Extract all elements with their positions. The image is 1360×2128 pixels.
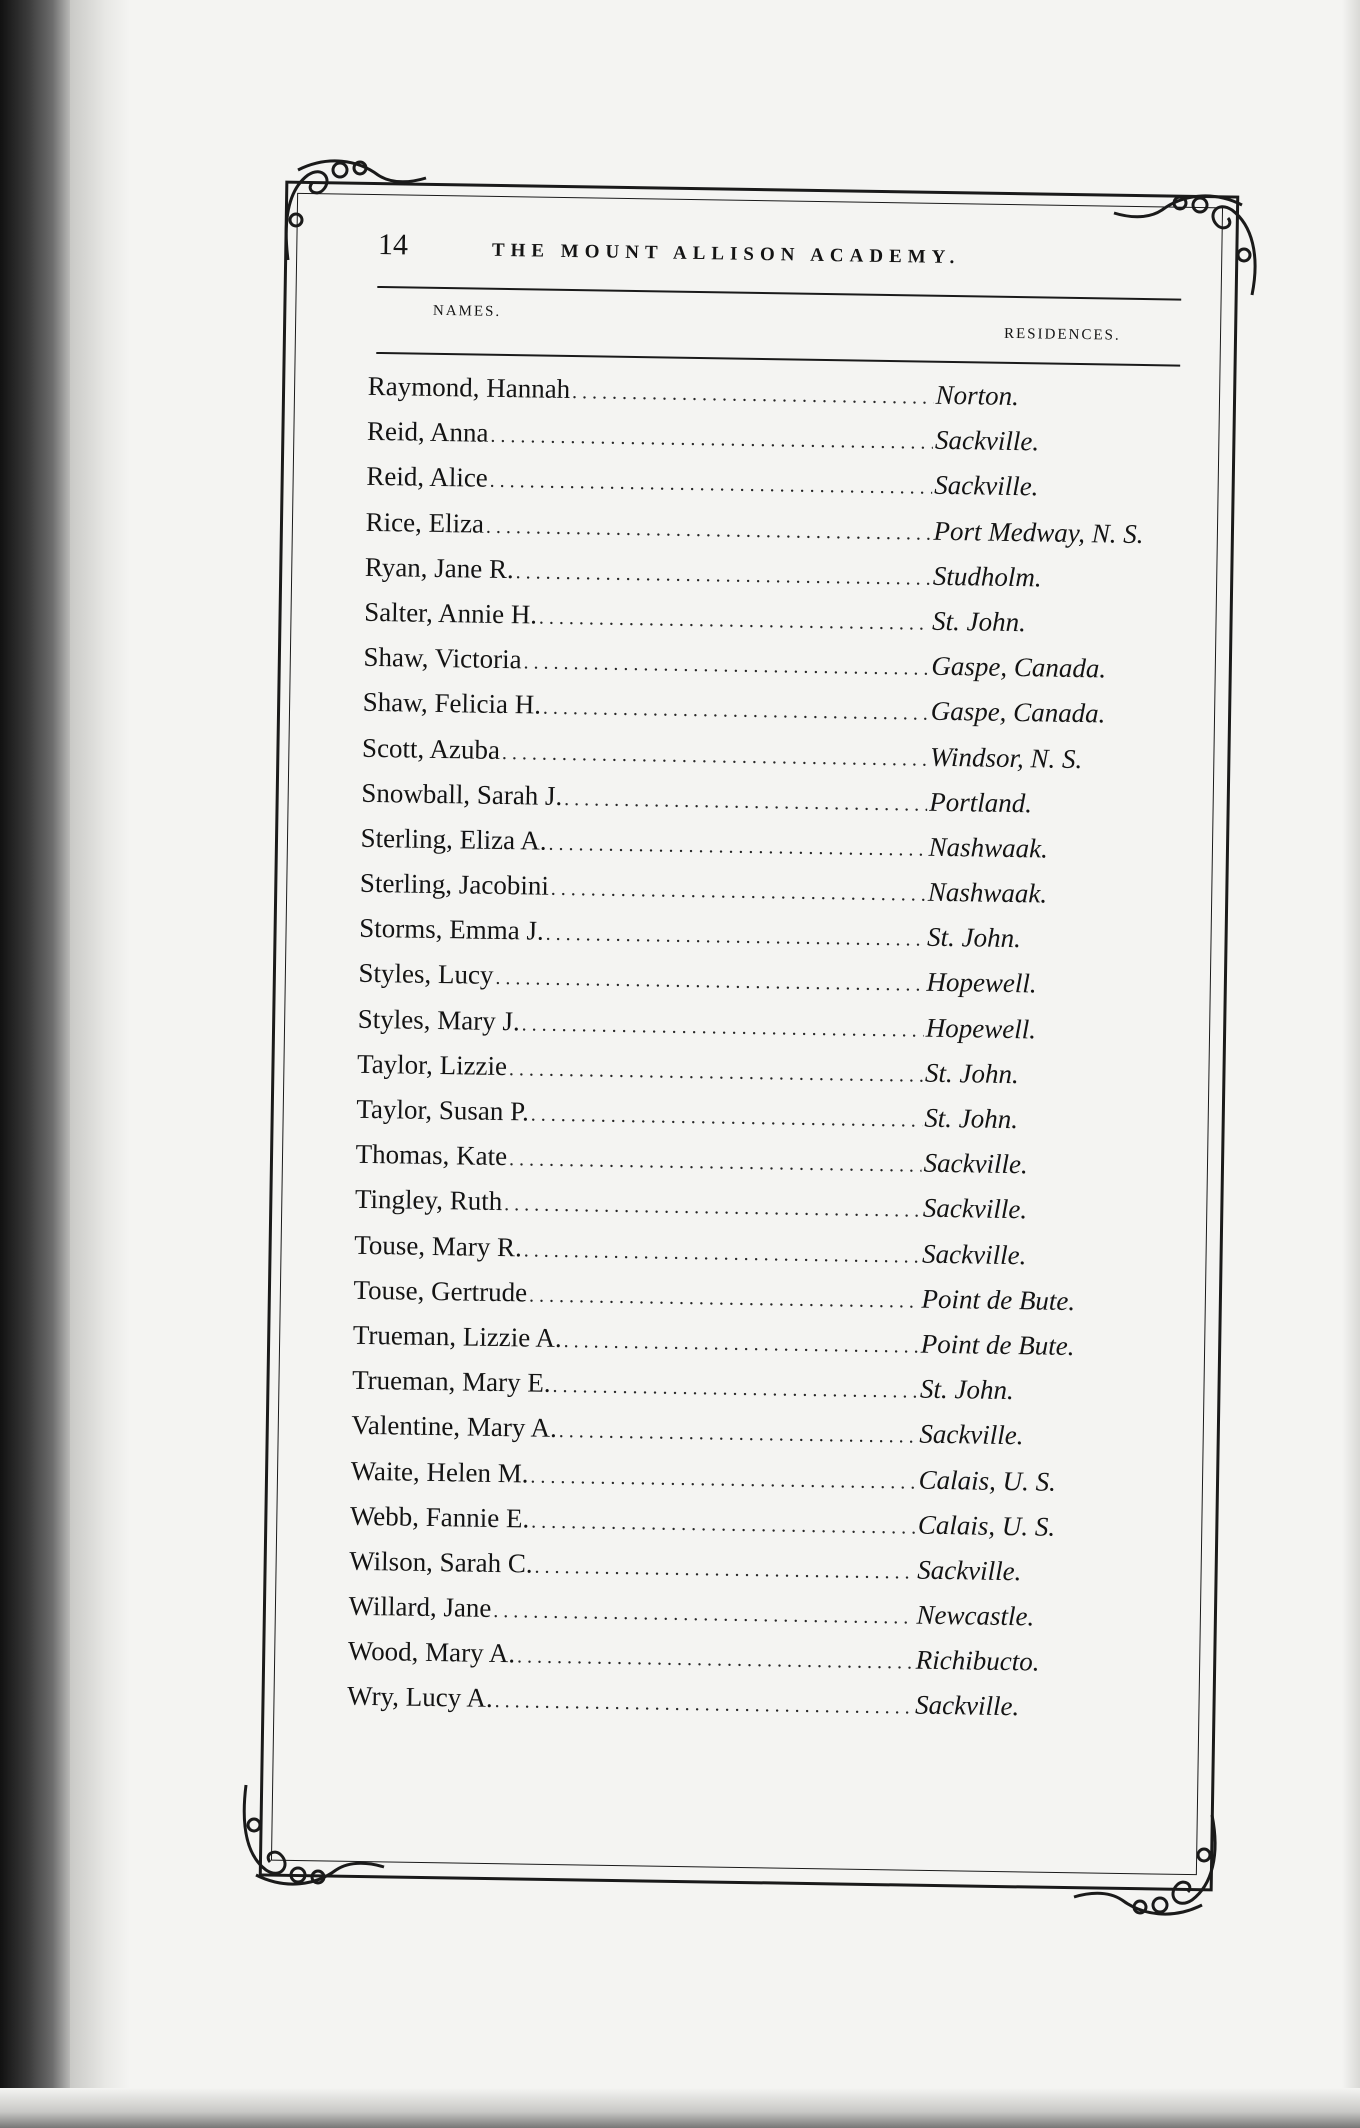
book-binding bbox=[0, 0, 70, 2128]
student-residence: Hopewell. bbox=[925, 1012, 1037, 1045]
dot-leader bbox=[509, 1137, 922, 1188]
student-residence: Sackville. bbox=[922, 1193, 1028, 1225]
student-name: Webb, Fannie E. bbox=[349, 1500, 530, 1534]
running-head bbox=[341, 223, 1192, 292]
student-name: Trueman, Mary E. bbox=[351, 1364, 551, 1398]
column-header-names: NAMES. bbox=[432, 302, 502, 320]
student-residence: Sackville. bbox=[914, 1690, 1020, 1722]
page-bottom-edge bbox=[0, 2088, 1360, 2128]
student-name: Wilson, Sarah C. bbox=[349, 1545, 533, 1579]
student-name: Salter, Annie H. bbox=[363, 596, 538, 630]
student-residence: Calais, U. S. bbox=[918, 1464, 1057, 1497]
dot-leader bbox=[551, 867, 927, 918]
student-name: Tingley, Ruth bbox=[354, 1184, 503, 1217]
dot-leader bbox=[563, 1319, 919, 1370]
dot-leader bbox=[531, 1499, 916, 1550]
corner-flourish-bottom-right-icon bbox=[1072, 1810, 1222, 1930]
student-name: Ryan, Jane R. bbox=[364, 551, 515, 584]
student-name: Reid, Alice bbox=[366, 461, 489, 494]
student-name: Willard, Jane bbox=[348, 1590, 492, 1623]
student-name: Taylor, Lizzie bbox=[356, 1048, 508, 1081]
column-header-residences: RESIDENCES. bbox=[1003, 325, 1121, 344]
student-residence: Nashwaak. bbox=[927, 876, 1048, 909]
student-residence: Sackville. bbox=[916, 1554, 1022, 1587]
student-name: Raymond, Hannah bbox=[367, 370, 571, 405]
dot-leader bbox=[509, 1047, 924, 1098]
student-residence: Windsor, N. S. bbox=[929, 741, 1083, 774]
dot-leader bbox=[523, 1228, 920, 1279]
student-residence: Studholm. bbox=[932, 560, 1042, 593]
student-name: Wood, Mary A. bbox=[347, 1635, 516, 1669]
dot-leader bbox=[504, 1182, 921, 1234]
student-name: Shaw, Victoria bbox=[363, 641, 522, 675]
corner-flourish-bottom-left-icon bbox=[236, 1780, 386, 1900]
dot-leader bbox=[486, 504, 932, 556]
student-name: Waite, Helen M. bbox=[350, 1455, 529, 1488]
student-residence: Point de Bute. bbox=[921, 1283, 1076, 1316]
student-name: Sterling, Eliza A. bbox=[360, 822, 547, 856]
page-content bbox=[318, 223, 1192, 1796]
student-residence: Gaspe, Canada. bbox=[930, 696, 1106, 729]
student-residence: Sackville. bbox=[919, 1418, 1024, 1451]
student-residence: Newcastle. bbox=[916, 1599, 1035, 1632]
dot-leader bbox=[529, 1273, 920, 1324]
dot-leader bbox=[548, 822, 927, 873]
student-residence: Sackville. bbox=[934, 470, 1039, 502]
student-residence: St. John. bbox=[924, 1057, 1020, 1089]
student-name: Scott, Azuba bbox=[361, 732, 501, 765]
student-name: Reid, Anna bbox=[366, 416, 489, 448]
dot-leader bbox=[530, 1454, 917, 1505]
student-name: Touse, Mary R. bbox=[354, 1229, 523, 1262]
student-name: Styles, Lucy bbox=[358, 958, 494, 991]
student-name: Snowball, Sarah J. bbox=[361, 777, 563, 811]
dot-leader bbox=[558, 1409, 917, 1460]
dot-leader bbox=[564, 777, 928, 828]
student-residence: Norton. bbox=[935, 379, 1020, 412]
dot-leader bbox=[545, 912, 925, 963]
page-right-edge bbox=[1342, 0, 1360, 2128]
dot-leader bbox=[552, 1364, 918, 1415]
student-name: Trueman, Lizzie A. bbox=[352, 1319, 563, 1353]
student-residence: St. John. bbox=[919, 1373, 1015, 1406]
student-residence: St. John. bbox=[924, 1102, 1019, 1135]
dot-leader bbox=[543, 686, 929, 737]
student-residence: Sackville. bbox=[921, 1238, 1027, 1270]
student-residence: St. John. bbox=[931, 605, 1027, 638]
page-number: 14 bbox=[377, 227, 409, 262]
student-name: Styles, Mary J. bbox=[357, 1003, 521, 1036]
dot-leader bbox=[517, 1635, 914, 1686]
dot-leader bbox=[495, 956, 925, 1008]
student-name: Sterling, Jacobini bbox=[359, 867, 550, 901]
student-residence: Richibucto. bbox=[915, 1644, 1040, 1677]
dot-leader bbox=[521, 1002, 924, 1053]
student-name: Storms, Emma J. bbox=[359, 913, 544, 946]
student-residence: Sackville. bbox=[923, 1147, 1029, 1180]
page-gutter bbox=[70, 0, 130, 2128]
dot-leader bbox=[572, 370, 934, 421]
student-name: Touse, Gertrude bbox=[353, 1274, 528, 1308]
student-name: Rice, Eliza bbox=[365, 506, 485, 539]
dot-leader bbox=[493, 1589, 915, 1641]
student-residence: Gaspe, Canada. bbox=[931, 650, 1107, 684]
student-residence: Hopewell. bbox=[926, 967, 1037, 999]
running-title: THE MOUNT ALLISON ACADEMY. bbox=[491, 239, 961, 269]
dot-leader bbox=[515, 550, 931, 602]
student-residence: Point de Bute. bbox=[920, 1328, 1075, 1361]
student-name: Taylor, Susan P. bbox=[356, 1093, 530, 1127]
student-name: Valentine, Mary A. bbox=[351, 1410, 558, 1444]
student-residence: Port Medway, N. S. bbox=[933, 515, 1144, 549]
student-name: Thomas, Kate bbox=[355, 1138, 508, 1172]
dot-leader bbox=[531, 1092, 923, 1143]
dot-leader bbox=[539, 595, 931, 646]
dot-leader bbox=[502, 730, 929, 782]
dot-leader bbox=[534, 1544, 915, 1595]
student-residence: St. John. bbox=[926, 921, 1022, 954]
dot-leader bbox=[490, 414, 933, 466]
student-residence: Sackville. bbox=[934, 424, 1040, 457]
dot-leader bbox=[523, 640, 930, 691]
student-residence: Calais, U. S. bbox=[917, 1509, 1056, 1542]
student-name: Shaw, Felicia H. bbox=[362, 687, 542, 720]
dot-leader bbox=[494, 1679, 913, 1731]
student-name: Wry, Lucy A. bbox=[346, 1681, 494, 1714]
student-residence: Portland. bbox=[929, 786, 1033, 819]
student-list bbox=[347, 364, 1198, 1732]
student-residence: Nashwaak. bbox=[928, 831, 1049, 864]
column-headers bbox=[376, 302, 1181, 359]
dot-leader bbox=[489, 459, 932, 511]
